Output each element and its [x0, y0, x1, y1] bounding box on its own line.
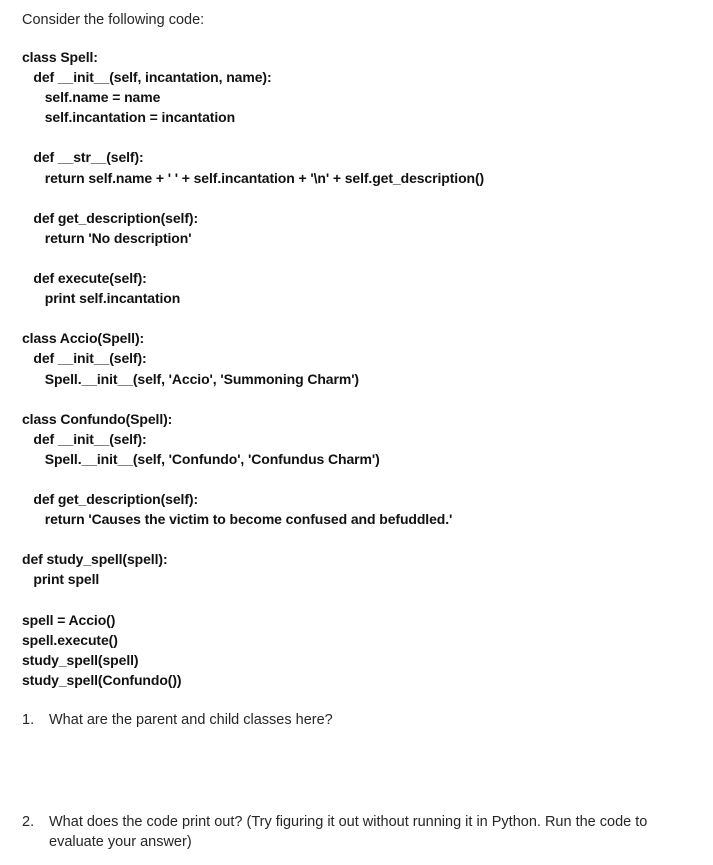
code-line: print spell [22, 571, 100, 588]
code-line [22, 529, 702, 549]
code-line [22, 469, 702, 489]
question-2 [22, 812, 682, 852]
code-block [22, 47, 702, 690]
code-line: spell = Accio() [22, 611, 116, 628]
code-line: class Accio(Spell): [22, 330, 145, 347]
code-line: return self.name + ' ' + self.incantation + '\n' + self.get_description() [22, 169, 485, 186]
code-line [22, 590, 702, 610]
code-line [22, 308, 702, 328]
question-number: 2. [22, 814, 35, 830]
code-line: return 'No description' [22, 229, 192, 246]
code-line: def get_description(self): [22, 491, 199, 508]
code-line: Spell.__init__(self, 'Accio', 'Summoning Charm') [22, 370, 359, 387]
code-line: return 'Causes the victim to become confused and befuddled.' [22, 511, 453, 528]
question-text: What does the code print out? (Try figuring it out without running it in Python. Run the code to evaluate your answer) [49, 814, 648, 850]
code-line: Spell.__init__(self, 'Confundo', 'Confundus Charm') [22, 450, 380, 467]
code-line: self.name = name [22, 89, 161, 106]
code-line [22, 188, 702, 208]
code-line: def study_spell(spell): [22, 551, 168, 568]
code-line: def get_description(self): [22, 209, 199, 226]
code-line: self.incantation = incantation [22, 109, 236, 126]
code-line [22, 127, 702, 147]
code-line: def __init__(self): [22, 430, 147, 447]
code-line: class Confundo(Spell): [22, 410, 173, 427]
code-line: study_spell(Confundo()) [22, 671, 182, 688]
code-line: study_spell(spell) [22, 651, 139, 668]
code-line [22, 389, 702, 409]
code-line: def __str__(self): [22, 149, 144, 166]
question-1 [22, 710, 682, 730]
intro-text: Consider the following code: [22, 12, 205, 28]
question-number: 1. [22, 712, 35, 728]
code-line: def __init__(self, incantation, name): [22, 69, 272, 86]
code-line: spell.execute() [22, 631, 118, 648]
code-line: def __init__(self): [22, 350, 147, 367]
code-line: class Spell: [22, 49, 98, 65]
code-line: def execute(self): [22, 270, 147, 287]
code-line [22, 248, 702, 268]
code-line: print self.incantation [22, 290, 181, 307]
question-text: What are the parent and child classes here? [49, 712, 333, 728]
